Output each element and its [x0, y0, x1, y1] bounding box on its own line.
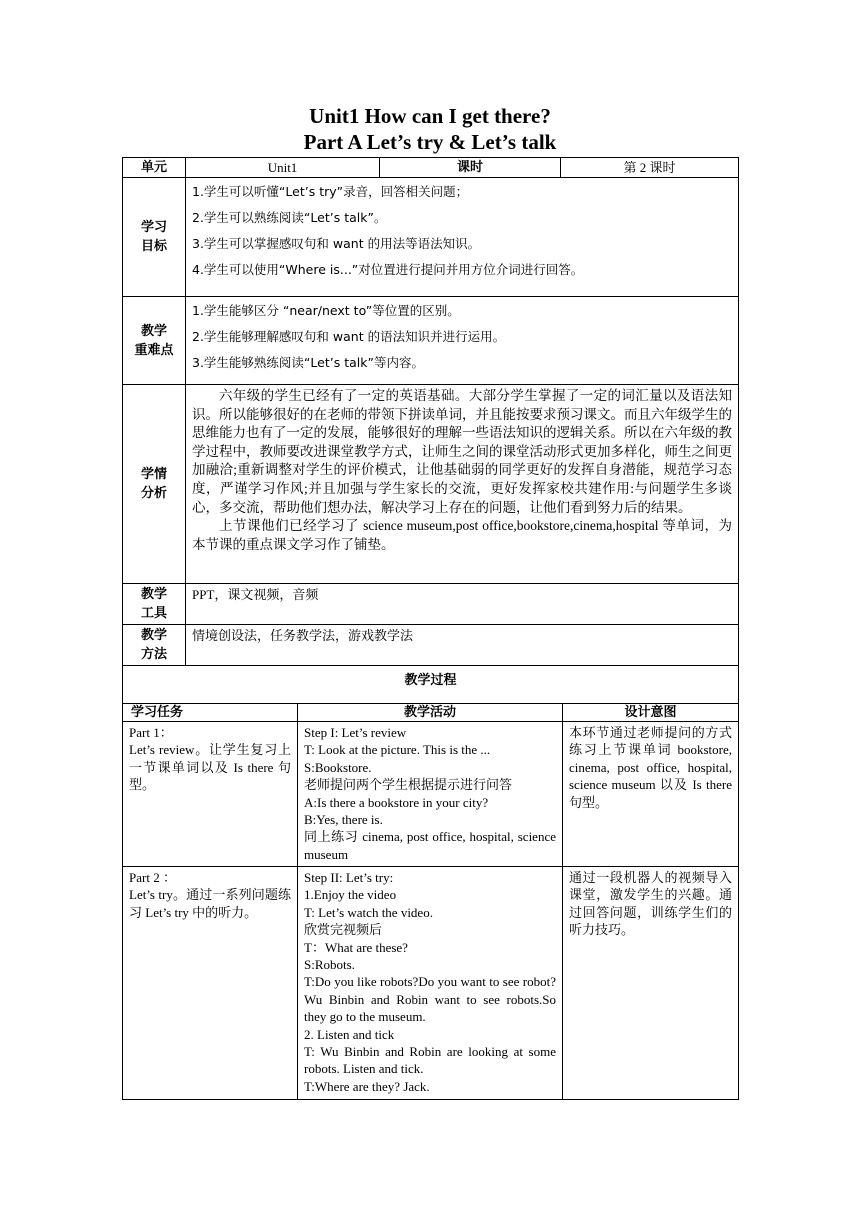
- process-title-row: [123, 666, 739, 704]
- key-point-item: 1.学生能够区分 “near/next to”等位置的区别。: [192, 303, 460, 318]
- unit-value: Unit1: [186, 158, 380, 178]
- objective-item: 3.学生可以掌握感叹句和 want 的用法等语法知识。: [192, 236, 481, 251]
- activity-cell: Step II: Let’s try: 1.Enjoy the video T: Let’s watch the video. 欣赏完视频后 T：What are these? S:Robots. T:Do you like robots?Do you want to see robot? Wu Binbin and Robin want to see robots.So they go to the museum. 2. Listen and tick T: Wu Binbin and Robin are looking at some robots. Listen and tick. T:Where are they? Jack.: [298, 867, 563, 1100]
- analysis-row: [123, 385, 739, 584]
- objectives-row: [123, 178, 739, 297]
- methods-label: 教学 方法: [123, 625, 186, 666]
- tools-label: 教学 工具: [123, 584, 186, 625]
- intent-cell: 本环节通过老师提问的方式练习上节课单词 bookstore, cinema, post office, hospital, science museum 以及 Is there 句型。: [563, 722, 739, 867]
- objective-item: 2.学生可以熟练阅读“Let’s talk”。: [192, 210, 387, 225]
- page-subtitle: Part A Let’s try & Let’s talk: [303, 130, 557, 154]
- key-points-row: [123, 297, 739, 385]
- analysis-content: [186, 385, 739, 584]
- process-header-row: [123, 704, 739, 722]
- key-points-label: 教学 重难点: [123, 297, 186, 385]
- period-value: 第 2 课时: [561, 158, 739, 178]
- period-label: 课时: [380, 158, 561, 178]
- objective-item: 1.学生可以听懂“Let’s try”录音，回答相关问题；: [192, 184, 469, 199]
- analysis-label: 学情 分析: [123, 385, 186, 584]
- task-cell: Part 1： Let’s review。让学生复习上一节课单词以及 Is there 句型。: [123, 722, 298, 867]
- intent-column-header: 设计意图: [563, 704, 739, 722]
- analysis-paragraph: 上节课他们已经学习了 science museum,post office,bookstore,cinema,hospital 等单词，为本节课的重点课文学习作了铺垫。: [192, 518, 732, 552]
- task-cell: Part 2 ： Let’s try。通过一系列问题练习 Let’s try 中的听力。: [123, 867, 298, 1100]
- key-point-item: 2.学生能够理解感叹句和 want 的语法知识并进行运用。: [192, 329, 506, 344]
- page-title: Unit1 How can I get there?: [309, 104, 551, 128]
- teaching-process-table: [122, 703, 739, 1100]
- activity-column-header: 教学活动: [298, 704, 563, 722]
- table-row: [123, 722, 739, 867]
- intent-cell: 通过一段机器人的视频导入课堂，激发学生的兴趣。通过回答问题，训练学生们的听力技巧。: [563, 867, 739, 1100]
- header-row: [123, 158, 739, 178]
- methods-row: [123, 625, 739, 666]
- methods-content: 情境创设法，任务教学法，游戏教学法: [186, 625, 739, 666]
- objectives-content: [186, 178, 739, 297]
- activity-cell: Step I: Let’s review T: Look at the picture. This is the ... S:Bookstore. 老师提问两个学生根据提示进行问答 A:Is there a bookstore in your city? B:Yes, there is. 同上练习 cinema, post office, hospital, science museum: [298, 722, 563, 867]
- objective-item: 4.学生可以使用“Where is...”对位置进行提问并用方位介词进行回答。: [192, 262, 584, 277]
- unit-label: 单元: [123, 158, 186, 178]
- tools-content: PPT，课文视频，音频: [186, 584, 739, 625]
- tools-row: [123, 584, 739, 625]
- objectives-label: 学习 目标: [123, 178, 186, 297]
- process-title: 教学过程: [123, 666, 739, 704]
- lesson-info-table: [122, 157, 739, 704]
- key-points-content: [186, 297, 739, 385]
- table-row: [123, 867, 739, 1100]
- task-column-header: 学习任务: [123, 704, 298, 722]
- analysis-paragraph: 六年级的学生已经有了一定的英语基础。大部分学生掌握了一定的词汇量以及语法知识。所以能够很好的在老师的带领下拼读单词，并且能按要求预习课文。而且六年级学生的思维能力也有了一定的发展，能够很好的理解一些语法知识的逻辑关系。所以在六年级的教学过程中，教师要改进课堂教学方式，让师生之间的课堂活动形式更加多样化，师生之间更加融洽;重新调整对学生的评价模式，让他基础弱的同学更好的发挥自身潜能，规范学习态度，严谨学习作风;并且加强与学生家长的交流，更好发挥家校共建作用:与问题学生多谈心，多交流，帮助他们想办法，解决学习上存在的问题，让他们看到努力后的结果。: [192, 388, 732, 515]
- key-point-item: 3.学生能够熟练阅读“Let’s talk”等内容。: [192, 355, 424, 370]
